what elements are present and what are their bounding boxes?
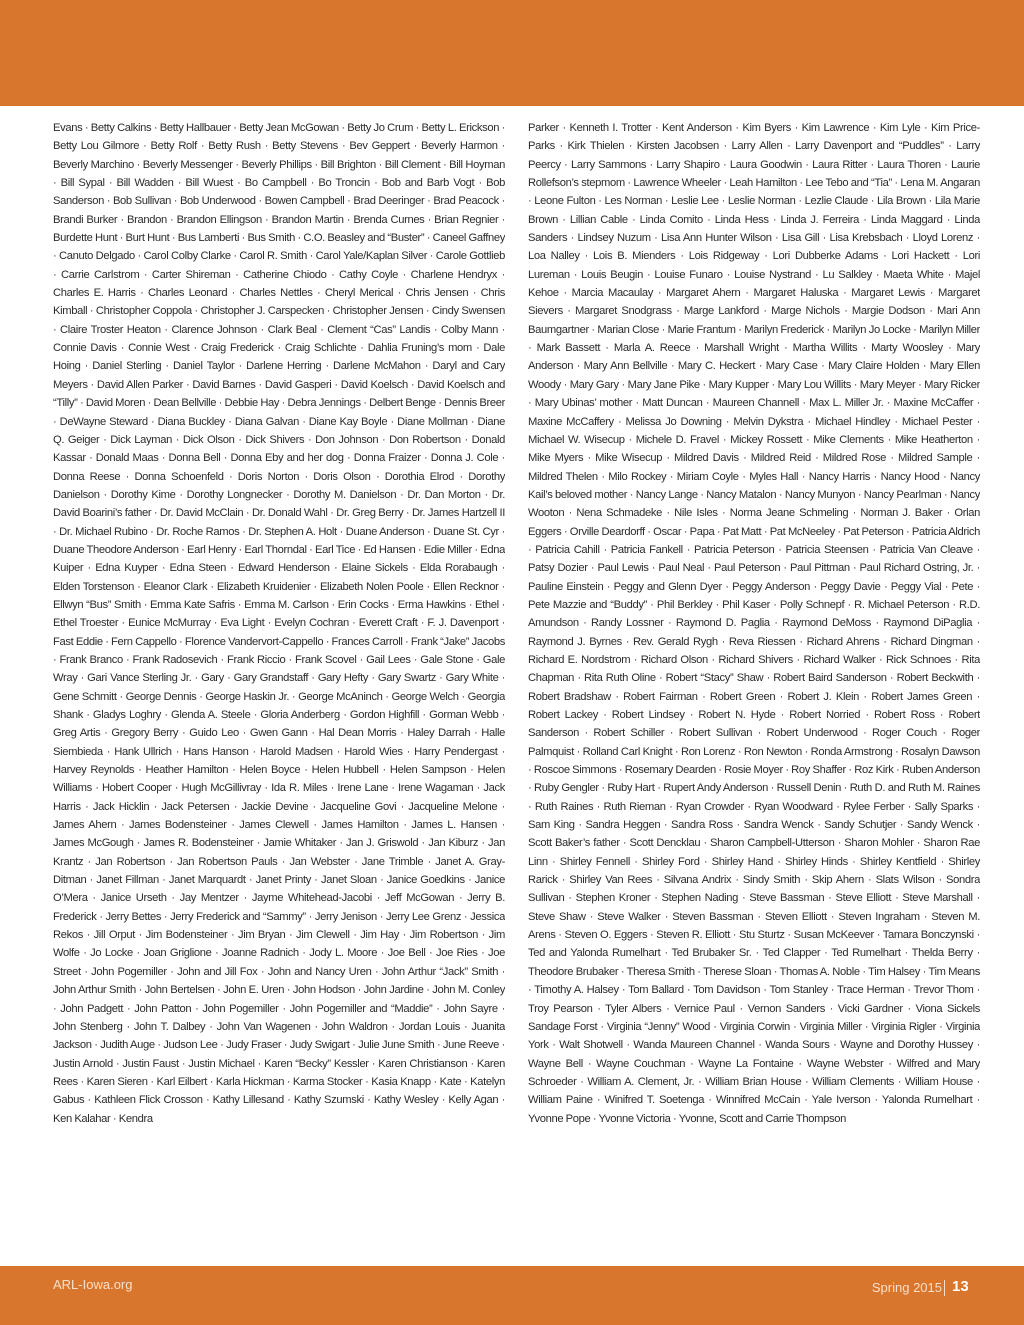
header-band bbox=[0, 0, 1024, 106]
footer-website: ARL-Iowa.org bbox=[53, 1277, 133, 1292]
page-number: 13 bbox=[952, 1278, 969, 1295]
names-column-left: Evans · Betty Calkins · Betty Hallbauer · Betty Jean McGowan · Betty Jo Crum · Betty L. Erickson · Betty Lou Gilmore · Betty Rolf · Betty Rush · Betty Stevens · Bev Geppert · Beverly Harmon · Beverly Marchino · Beverly Messenger · Beverly Phillips · Bill Brighton · Bill Clement · Bill Hoyman · Bill Sypal · Bill Wadden · Bill Wuest · Bo Campbell · Bo Troncin · Bob and Barb Vogt · Bob Sanderson · Bob Sullivan · Bob Underwood · Bowen Campbell · Brad Deeringer · Brad Peacock · Brandi Burker · Brandon · Brandon Ellingson · Brandon Martin · Brenda Curnes · Brian Regnier · Burdette Hunt · Burt Hunt · Bus Lamberti · Bus Smith · C.O. Beasley and “Buster” · Caneel Gaffney · Canuto Delgado · Carol Colby Clarke · Carol R. Smith · Carol Yale/Kaplan Silver · Carole Gottlieb · Carrie Carlstrom · Carter Shireman · Catherine Chiodo · Cathy Coyle · Charlene Hendryx · Charles E. Harris · Charles Leonard · Charles Nettles · Cheryl Merical · Chris Jensen · Chris Kimball · Christopher Coppola · Christopher J. Carspecken · Christopher Jensen · Cindy Swensen · Claire Troster Heaton · Clarence Johnson · Clark Beal · Clement “Cas” Landis · Colby Mann · Connie Davis · Connie West · Craig Frederick · Craig Schlichte · Dahlia Fruning’s mom · Dale Hoing · Daniel Sterling · Daniel Taylor · Darlene Herring · Darlene McMahon · Daryl and Cary Meyers · David Allen Parker · David Barnes · David Gasperi · David Koelsch · David Koelsch and “Tilly” · David Moren · Dean Bellville · Debbie Hay · Debra Jennings · Delbert Benge · Dennis Breer · DeWayne Steward · Diana Buckley · Diana Galvan · Diane Kay Boyle · Diane Mollman · Diane Q. Geiger · Dick Layman · Dick Olson · Dick Shivers · Don Johnson · Don Robertson · Donald Kassar · Donald Maas · Donna Bell · Donna Eby and her dog · Donna Fraizer · Donna J. Cole · Donna Reese · Donna Schoenfeld · Doris Norton · Doris Olson · Dorothia Elrod · Dorothy Danielson · Dorothy Kime · Dorothy Longnecker · Dorothy M. Danielson · Dr. Dan Morton · Dr. David Boarini’s father · Dr. David McClain · Dr. Donald Wahl · Dr. Greg Berry · Dr. James Hartzell II · Dr. Michael Rubino · Dr. Roche Ramos · Dr. Stephen A. Holt · Duane Anderson · Duane St. Cyr · Duane Theodore Anderson · Earl Henry · Earl Thorndal · Earl Tice · Ed Hansen · Edie Miller · Edna Kuiper · Edna Kuyper · Edna Steen · Edward Henderson · Elaine Sickels · Elda Rorabaugh · Elden Torstenson · Eleanor Clark · Elizabeth Kruidenier · Elizabeth Nolen Poole · Ellen Recknor · Ellwyn “Bus” Smith · Emma Kate Safris · Emma M. Carlson · Erin Cocks · Erma Hawkins · Ethel · Ethel Troester · Eunice McMurray · Eva Light · Evelyn Cochran · Everett Craft · F. J. Davenport · Fast Eddie · Fern Cappello · Florence Vandervort-Cappello · Frances Carroll · Frank “Jake” Jacobs · Frank Branco · Frank Radosevich · Frank Riccio · Frank Scovel · Gail Lees · Gale Stone · Gale Wray · Gari Vance Sterling Jr. · Gary · Gary Grandstaff · Gary Hefty · Gary Swartz · Gary White · Gene Schmitt · George Dennis · George Haskin Jr. · George McAninch · George Welch · Georgia Shank · Gladys Loghry · Glenda A. Steele · Gloria Anderberg · Gordon Highfill · Gorman Webb · Greg Artis · Gregory Berry · Guido Leo · Gwen Gann · Hal Dean Morris · Haley Darrah · Halle Siembieda · Hank Ullrich · Hans Hanson · Harold Madsen · Harold Wies · Harry Pendergast · Harvey Reynolds · Heather Hamilton · Helen Boyce · Helen Hubbell · Helen Sampson · Helen Williams · Hobert Cooper · Hugh McGillivray · Ida R. Miles · Irene Lane · Irene Wagaman · Jack Harris · Jack Hicklin · Jack Petersen · Jackie Devine · Jacqueline Govi · Jacqueline Melone · James Ahern · James Bodensteiner · James Clewell · James Hamilton · James L. Hansen · James McGough · James R. Bodensteiner · Jamie Whitaker · Jan J. Griswold · Jan Kiburz · Jan Krantz · Jan Robertson · Jan Robertson Pauls · Jan Webster · Jane Trimble · Janet A. Gray-Ditman · Janet Fillman · Janet Marquardt · Janet Printy · Janet Sloan · Janice Goedkins · Janice O’Mera · Janice Urseth · Jay Mentzer · Jayme Whitehead-Jacobi · Jeff McGowan · Jerry B. Frederick · Jerry Bettes · Jerry Frederick and “Sammy” · Jerry Jenison · Jerry Lee Grenz · Jessica Rekos · Jill Orput · Jim Bodensteiner · Jim Bryan · Jim Clewell · Jim Hay · Jim Robertson · Jim Wolfe · Jo Locke · Joan Griglione · Joanne Radnich · Jody L. Moore · Joe Bell · Joe Ries · Joe Street · John Pogemiller · John and Jill Fox · John and Nancy Uren · John Arthur “Jack” Smith · John Arthur Smith · John Bertelsen · John E. Uren · John Hodson · John Jardine · John M. Conley · John Padgett · John Patton · John Pogemiller · John Pogemiller and “Maddie” · John Sayre · John Stenberg · John T. Dalbey · John Van Wagenen · John Waldron · Jordan Louis · Juanita Jackson · Judith Auge · Judson Lee · Judy Fraser · Judy Swigart · Julie June Smith · June Reeve · Justin Arnold · Justin Faust · Justin Michael · Karen “Becky” Kessler · Karen Christianson · Karen Rees · Karen Sieren · Karl Eilbert · Karla Hickman · Karma Stocker · Kasia Knapp · Kate · Katelyn Gabus · Kathleen Flick Crosson · Kathy Lillesand · Kathy Szumski · Kathy Wesley · Kelly Agan · Ken Kalahar · Kendra bbox=[53, 122, 505, 1125]
names-column-right: Parker · Kenneth I. Trotter · Kent Anderson · Kim Byers · Kim Lawrence · Kim Lyle · Kim Price-Parks · Kirk Thielen · Kirsten Jacobsen · Larry Allen · Larry Davenport and “Puddles” · Larry Peercy · Larry Sammons · Larry Shapiro · Laura Goodwin · Laura Ritter · Laura Thoren · Laurie Rollefson’s stepmom · Lawrence Wheeler · Leah Hamilton · Lee Tebo and “Tia” · Lena M. Angaran · Leone Fulton · Les Norman · Leslie Lee · Leslie Norman · Lezlie Claude · Lila Brown · Lila Marie Brown · Lillian Cable · Linda Comito · Linda Hess · Linda J. Ferreira · Linda Maggard · Linda Sanders · Lindsey Nuzum · Lisa Ann Hunter Wilson · Lisa Gill · Lisa Krebsbach · Lloyd Lorenz · Loa Nalley · Lois B. Mienders · Lois Ridgeway · Lori Dubberke Adams · Lori Hackett · Lori Lureman · Louis Beugin · Louise Funaro · Louise Nystrand · Lu Salkley · Maeta White · Majel Kehoe · Marcia Macaulay · Margaret Ahern · Margaret Haluska · Margaret Lewis · Margaret Sievers · Margaret Snodgrass · Marge Lankford · Marge Nichols · Margie Dodson · Mari Ann Baumgartner · Marian Close · Marie Frantum · Marilyn Frederick · Marilyn Jo Locke · Marilyn Miller · Mark Bassett · Marla A. Reece · Marshall Wright · Martha Willits · Marty Woosley · Mary Anderson · Mary Ann Bellville · Mary C. Heckert · Mary Case · Mary Claire Holden · Mary Ellen Woody · Mary Gary · Mary Jane Pike · Mary Kupper · Mary Lou Willits · Mary Meyer · Mary Ricker · Mary Ubinas’ mother · Matt Duncan · Maureen Channell · Max L. Miller Jr. · Maxine McCaffer · Maxine McCaffery · Melissa Jo Downing · Melvin Dykstra · Michael Hindley · Michael Pester · Michael W. Wisecup · Michele D. Fravel · Mickey Rossett · Mike Clements · Mike Heatherton · Mike Myers · Mike Wisecup · Mildred Davis · Mildred Reid · Mildred Rose · Mildred Sample · Mildred Thelen · Milo Rockey · Miriam Coyle · Myles Hall · Nancy Harris · Nancy Hood · Nancy Kail’s beloved mother · Nancy Lange · Nancy Matalon · Nancy Munyon · Nancy Pearlman · Nancy Wooton · Nena Schmadeke · Nile Isles · Norma Jeane Schmeling · Norman J. Baker · Orlan Eggers · Orville Deardorff · Oscar · Papa · Pat Matt · Pat McNeeley · Pat Peterson · Patricia Aldrich · Patricia Cahill · Patricia Fankell · Patricia Peterson · Patricia Steensen · Patricia Van Cleave · Patsy Dozier · Paul Lewis · Paul Neal · Paul Peterson · Paul Pittman · Paul Richard Ostring, Jr. · Pauline Einstein · Peggy and Glenn Dyer · Peggy Anderson · Peggy Davie · Peggy Vial · Pete · Pete Mazzie and “Buddy” · Phil Berkley · Phil Kaser · Polly Schnepf · R. Michael Peterson · R.D. Amundson · Randy Lossner · Raymond D. Paglia · Raymond DeMoss · Raymond DiPaglia · Raymond J. Byrnes · Rev. Gerald Rygh · Reva Riessen · Richard Ahrens · Richard Dingman · Richard E. Nordstrom · Richard Olson · Richard Shivers · Richard Walker · Rick Schnoes · Rita Chapman · Rita Ruth Oline · Robert “Stacy” Shaw · Robert Baird Sanderson · Robert Beckwith · Robert Bradshaw · Robert Fairman · Robert Green · Robert J. Klein · Robert James Green · Robert Lackey · Robert Lindsey · Robert N. Hyde · Robert Norried · Robert Ross · Robert Sanderson · Robert Schiller · Robert Sullivan · Robert Underwood · Roger Couch · Roger Palmquist · Rolland Carl Knight · Ron Lorenz · Ron Newton · Ronda Armstrong · Rosalyn Dawson · Roscoe Simmons · Rosemary Dearden · Rosie Moyer · Roy Shaffer · Roz Kirk · Ruben Anderson · Ruby Gengler · Ruby Hart · Rupert Andy Anderson · Russell Denin · Ruth D. and Ruth M. Raines · Ruth Raines · Ruth Rieman · Ryan Crowder · Ryan Woodward · Rylee Ferber · Sally Sparks · Sam King · Sandra Heggen · Sandra Ross · Sandra Wenck · Sandy Schutjer · Sandy Wenck · Scott Baker’s father · Scott Dencklau · Sharon Campbell-Utterson · Sharon Mohler · Sharon Rae Linn · Shirley Fennell · Shirley Ford · Shirley Hand · Shirley Hinds · Shirley Kentfield · Shirley Rarick · Shirley Van Rees · Silvana Andrix · Sindy Smith · Skip Ahern · Slats Wilson · Sondra Sullivan · Stephen Kroner · Stephen Nading · Steve Bassman · Steve Elliott · Steve Marshall · Steve Shaw · Steve Walker · Steven Bassman · Steven Elliott · Steven Ingraham · Steven M. Arens · Steven O. Eggers · Steven R. Elliott · Stu Sturtz · Susan McKeever · Tamara Bonczynski · Ted and Yalonda Rumelhart · Ted Brubaker Sr. · Ted Clapper · Ted Rumelhart · Thelda Berry · Theodore Brubaker · Theresa Smith · Therese Sloan · Thomas A. Noble · Tim Halsey · Tim Means · Timothy A. Halsey · Tom Ballard · Tom Davidson · Tom Stanley · Trace Herman · Trevor Thom · Troy Pearson · Tyler Albers · Vernice Paul · Vernon Sanders · Vicki Gardner · Viona Sickels Sandage Forst · Virginia “Jenny” Wood · Virginia Corwin · Virginia Miller · Virginia Rigler · Virginia York · Walt Shotwell · Wanda Maureen Channel · Wanda Sours · Wayne and Dorothy Hussey · Wayne Bell · Wayne Couchman · Wayne La Fontaine · Wayne Webster · Wilfred and Mary Schroeder · William A. Clement, Jr. · William Brian House · William Clements · William House · William Paine · Winifred T. Soetenga · Winnifred McCain · Yale Iverson · Yalonda Rumelhart · Yvonne Pope · Yvonne Victoria · Yvonne, Scott and Carrie Thompson bbox=[528, 122, 980, 1125]
footer-separator bbox=[944, 1280, 945, 1296]
footer-issue-date: Spring 2015 bbox=[871, 1280, 942, 1295]
footer-band bbox=[0, 1266, 1024, 1325]
